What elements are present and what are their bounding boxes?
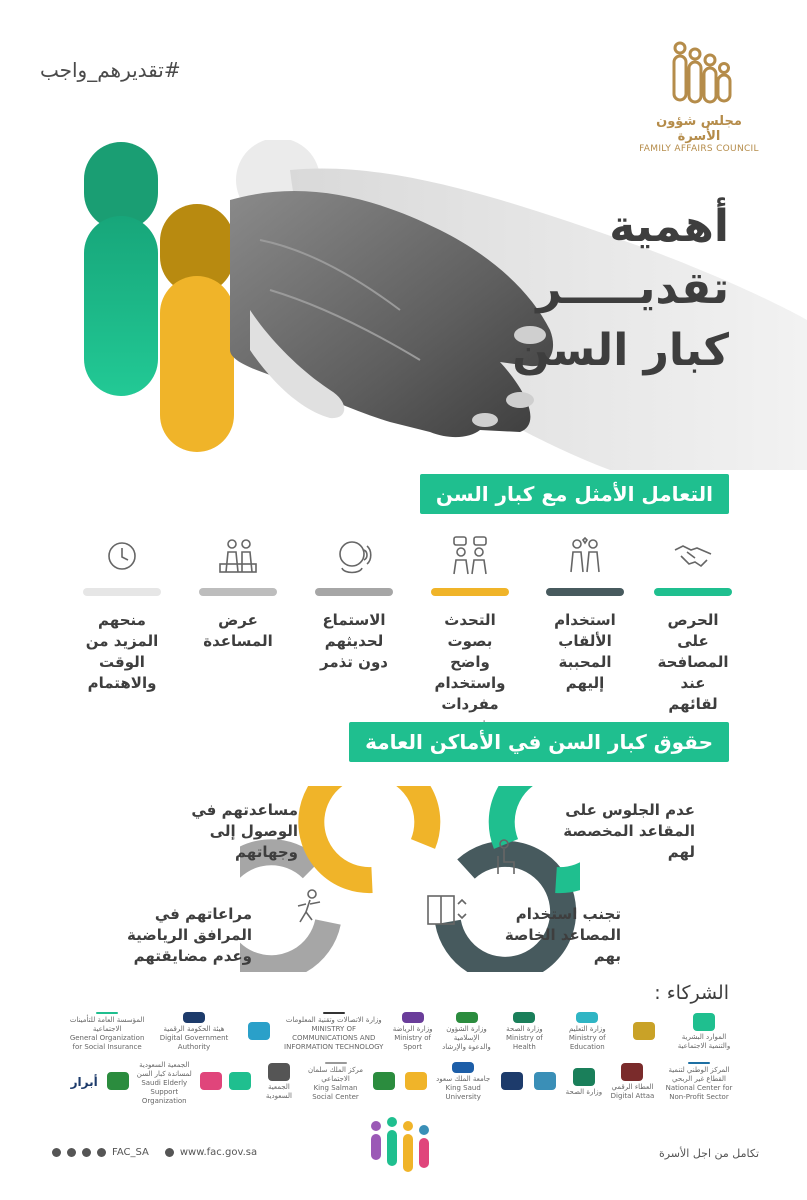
helping-hand-icon — [199, 534, 277, 578]
item-text: استخدام الألقاب المحببة إليهم — [554, 611, 616, 692]
item-color-bar — [315, 588, 393, 596]
item-offer-help — [199, 534, 277, 652]
greeting-people-icon — [546, 534, 624, 578]
instagram-icon[interactable] — [97, 1148, 106, 1157]
main-title — [512, 196, 729, 382]
item-more-time — [83, 534, 161, 694]
item-text: الاستماع لحديثهم دون تذمر — [320, 611, 388, 671]
running-person-icon — [298, 890, 320, 922]
social-handle: FAC_SA — [112, 1147, 149, 1158]
partner-logo: وزارة الرياضة Ministry of Sport — [391, 1012, 435, 1052]
title-line-2: تقديـــــر — [536, 263, 729, 314]
section-rights-title: حقوق كبار السن في الأماكن العامة — [349, 722, 729, 762]
item-handshake — [654, 534, 732, 715]
hashtag: #تقديرهم_واجب — [40, 58, 181, 82]
partner-logo — [105, 1062, 131, 1102]
right-elevators: تجنب استخدام المصاعد الخاصة بهم — [504, 905, 621, 965]
partner-logo: وزارة الاتصالات وتقنية المعلومات MINISTRY OF COMMUNICATIONS AND INFORMATION TECHNOLOGY — [284, 1012, 384, 1052]
partners-title: الشركاء : — [654, 982, 729, 1004]
item-listening — [315, 534, 393, 673]
partner-logo: وزارة التعليم Ministry of Education — [557, 1012, 617, 1052]
footer-slogan: تكامل من اجل الأسرة — [658, 1147, 759, 1160]
partner-logo — [497, 1062, 527, 1102]
partner-logo: مركز الملك سلمان الاجتماعي King Salman Social Center — [305, 1062, 367, 1102]
title-line-1: أهمية — [609, 201, 729, 252]
partner-logo: الجمعية السعودية — [257, 1062, 301, 1102]
right-assist: مساعدتهم في الوصول إلى وجهاتهم — [191, 801, 298, 861]
partner-logo: وزارة الصحة Ministry of Health — [498, 1012, 550, 1052]
right-sports: مراعاتهم في المرافق الرياضية وعدم مضايقتهم — [127, 905, 252, 965]
website-link[interactable]: www.fac.gov.sa — [179, 1147, 258, 1158]
partner-logo: جامعة الملك سعود King Saud University — [433, 1062, 493, 1102]
partner-logo: وزارة الصحة — [564, 1062, 604, 1102]
partner-logo: وزارة الشؤون الإسلامية والدعوة والإرشاد — [442, 1012, 492, 1052]
item-color-bar — [431, 588, 509, 596]
partner-logo — [370, 1062, 398, 1102]
partner-logo — [402, 1062, 430, 1102]
item-color-bar — [654, 588, 732, 596]
family-affairs-council-logo — [639, 40, 759, 154]
item-clear-voice — [431, 534, 509, 736]
globe-icon — [165, 1148, 174, 1157]
item-color-bar — [199, 588, 277, 596]
partner-logo: أبرار — [70, 1074, 98, 1089]
footer-social — [52, 1147, 257, 1158]
partner-logo — [241, 1012, 277, 1052]
item-color-bar — [546, 588, 624, 596]
family-figures-icon — [662, 40, 736, 110]
partner-logo — [198, 1062, 224, 1102]
partner-logo: الموارد البشرية والتنمية الاجتماعية — [671, 1012, 737, 1052]
partners-row-2 — [67, 1060, 737, 1105]
snapchat-icon[interactable] — [52, 1148, 61, 1157]
logo-english-name: FAMILY AFFAIRS COUNCIL — [639, 144, 759, 154]
item-text: منحهم المزيد من الوقت والاهتمام — [85, 611, 159, 692]
listening-person-icon — [315, 534, 393, 578]
partner-logo: هيئة الحكومة الرقمية Digital Government Authority — [154, 1012, 234, 1052]
section-best-treatment-title: التعامل الأمثل مع كبار السن — [420, 474, 729, 514]
partner-logo — [227, 1062, 253, 1102]
item-color-bar — [83, 588, 161, 596]
item-text: التحدث بصوت واضح واستخدام مفردات — [434, 611, 506, 713]
talking-people-icon — [431, 534, 509, 578]
decorative-pills — [80, 140, 250, 460]
partner-logo: العطاء الرقمي Digital Attaa — [607, 1062, 657, 1102]
title-line-3: كبار السن — [512, 325, 729, 376]
partner-logo: المركز الوطني لتنمية القطاع غير الربحي National Center for Non-Profit Sector — [661, 1062, 737, 1102]
elevator-icon — [428, 896, 466, 924]
item-text: الحرص على المصافحة عند لقائهم — [657, 611, 729, 713]
item-text: عرض المساعدة — [203, 611, 273, 650]
partner-logo — [624, 1012, 664, 1052]
partner-logo: المؤسسة العامة للتأمينات الاجتماعية General Organization for Social Insurance — [67, 1012, 147, 1052]
partner-logo — [530, 1062, 560, 1102]
right-seats: عدم الجلوس على المقاعد المخصصة لهم — [563, 801, 695, 861]
facebook-icon[interactable] — [82, 1148, 91, 1157]
x-twitter-icon[interactable] — [67, 1148, 76, 1157]
footer-family-logo — [368, 1116, 440, 1178]
partners-row-1 — [67, 1012, 737, 1052]
logo-arabic-name: مجلس شؤون الأسرة — [656, 114, 742, 144]
elderly-couple-icon — [360, 834, 382, 862]
partner-logo: الجمعية السعودية لمساندة كبار السن Saudi Elderly Support Organization — [136, 1060, 192, 1105]
clock-icon — [83, 534, 161, 578]
item-titles — [546, 534, 624, 694]
handshake-icon — [654, 534, 732, 578]
